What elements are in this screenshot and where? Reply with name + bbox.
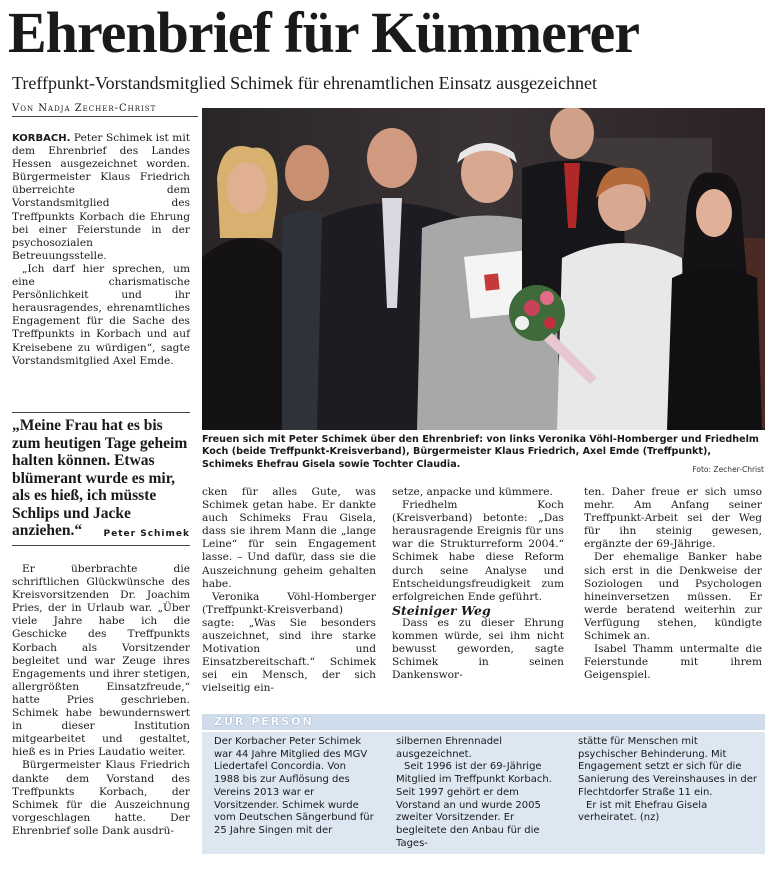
article-photo — [202, 108, 765, 430]
info-paragraph: Er ist mit Ehefrau Gisela verheiratet. (nz) — [578, 799, 708, 824]
article-column-1b — [12, 563, 190, 838]
info-box-column-2 — [396, 736, 556, 850]
article-paragraph: ten. Daher freue er sich umso mehr. Am Anfang seiner Treffpunkt-Arbeit sei der Weg für ihn steinig gewesen, ergänzte der 69-Jährige. — [584, 486, 762, 551]
headline: Ehrenbrief für Kümmerer — [8, 0, 640, 65]
article-paragraph: Isabel Thamm untermalte die Feierstunde mit ihrem Geigenspiel. — [584, 643, 762, 682]
article-paragraph: Dass es zu dieser Ehrung kommen würde, sei ihm nicht bewusst geworden, sagte Schimek in seinen Dankenswor- — [392, 616, 564, 682]
byline: Von Nadja Zecher-Christ — [12, 103, 198, 117]
article-paragraph: Friedhelm Koch (Kreisverband) betonte: „Das herausragende Ereignis für uns war die Strukturreform 2004.“ Schimek habe diese Reform durch seine Analyse und Entscheidungsfreudigkeit zum erfolgreichen Ende geführt. — [392, 499, 564, 603]
paragraph-text: Peter Schimek ist mit dem Ehrenbrief des Landes Hessen ausgezeichnet worden. Bürgermeister Klaus Friedrich überreichte dem Vorstandsmitglied des Treffpunkts Korbach die Ehrung bei einer Feierstunde in der psychosozialen Betreuungsstelle. — [12, 132, 190, 262]
photo-caption: Freuen sich mit Peter Schimek über den Ehrenbrief: von links Veronika Vöhl-Homberger und Friedhelm Koch (beide Treffpunkt-Kreisverband), Bürgermeister Klaus Friedrich, Axel Emde (Treffpunkt), Schimeks Ehefrau Gisela sowie Tochter Claudia. — [202, 434, 759, 470]
info-paragraph: Der Korbacher Peter Schimek war 44 Jahre Mitglied des MGV Liedertafel Concordia. Von 1988 bis zur Auflösung des Vereins 2013 war er Vorsitzender. Schimek wurde vom Deutschen Sängerbund für 25 Jahre Singen mit der — [214, 736, 374, 836]
article-paragraph: Er überbrachte die schriftlichen Glückwünsche des Kreisvorsitzenden Dr. Joachim Pries, der in Urlaub war. „Über viele Jahre habe ich die Geschicke des Treffpunkts Korbach als Vorsitzender begleitet und war Zeuge ihres Engagements und ihrer stetigen, allergrößten Einsatzfreude,“ hatte Pries geschrieben. Schimek habe bewundernswert in dieser Institution mitgearbeitet und gestaltet, hieß es in Pries Laudatio weiter. — [12, 563, 190, 759]
article-paragraph: setze, anpacke und kümmere. — [392, 486, 553, 498]
article-column-3 — [392, 486, 564, 682]
article-paragraph: „Ich darf hier sprechen, um eine charismatische Persönlichkeit und ihr herausragendes, ehrenamtliches Engagement für die Sache des Treffpunkts in Korbach und auf Kreisebene zu würdigen“, sagte Vorstandsmitglied Axel Emde. — [12, 262, 190, 367]
group-photo-illustration — [202, 108, 765, 430]
info-box-column-3 — [578, 736, 758, 825]
section-subhead: Steiniger Weg — [392, 602, 491, 618]
article-paragraph: Bürgermeister Klaus Friedrich dankte dem Vorstand des Treffpunkts Korbach, der Schimek für die Auszeichnung vorgeschlagen hatte. Der Ehrenbrief solle Dank ausdrü- — [12, 759, 190, 837]
pull-quote: „Meine Frau hat es bis zum heutigen Tage geheim halten können. Etwas blümerant wurde es mir, als es hieß, ich müsste Schlips und Jacke anziehen.“ — [12, 412, 190, 540]
info-paragraph: stätte für Menschen mit psychischer Behinderung. Mit Engagement setzt er sich für die Sanierung des Vereinshauses in der Flechtdorfer Straße 11 ein. — [578, 736, 757, 798]
info-box-title: ZUR PERSON — [214, 715, 314, 728]
dateline: KORBACH. — [12, 133, 71, 144]
info-paragraph: silbernen Ehrennadel ausgezeichnet. — [396, 736, 502, 760]
info-paragraph: Seit 1996 ist der 69-Jährige Mitglied im Treffpunkt Korbach. Seit 1997 gehört er dem Vorstand an und wurde 2005 zweiter Vorsitzender. Er begleitete den Anbau für die Tages- — [396, 761, 552, 849]
photo-credit: Foto: Zecher-Christ — [692, 465, 764, 474]
article-paragraph: Der ehemalige Banker habe sich erst in die Denkweise der Soziologen und Psychologen hineinversetzen müssen. Er werde beratend weiterhin zur Verfügung stehen, kündigte Schimek an. — [584, 551, 762, 643]
article-column-2 — [202, 486, 376, 696]
article-paragraph: cken für alles Gute, was Schimek getan habe. Er dankte auch Schimeks Frau Gisela, dass sie ihrem Mann die „lange Leine“ für sein Engagement lasse. – Und dafür, dass sie die Auszeichnung geheim gehalten habe. — [202, 486, 376, 590]
subtitle: Treffpunkt-Vorstandsmitglied Schimek für ehrenamtlichen Einsatz ausgezeichnet — [12, 73, 598, 93]
article-column-1 — [12, 132, 190, 368]
info-box-column-1 — [214, 736, 374, 838]
quote-author: Peter Schimek — [12, 529, 190, 546]
article-column-4 — [584, 486, 762, 682]
article-paragraph: Veronika Vöhl-Homberger (Treffpunkt-Kreisverband) sagte: „Was Sie besonders auszeichnet, sind ihre starke Motivation und Einsatzbereitschaft.“ Schimek sei ein Mensch, der sich vielseitig ein- — [202, 590, 376, 695]
info-box-header — [202, 714, 765, 730]
article-paragraph — [12, 132, 190, 263]
